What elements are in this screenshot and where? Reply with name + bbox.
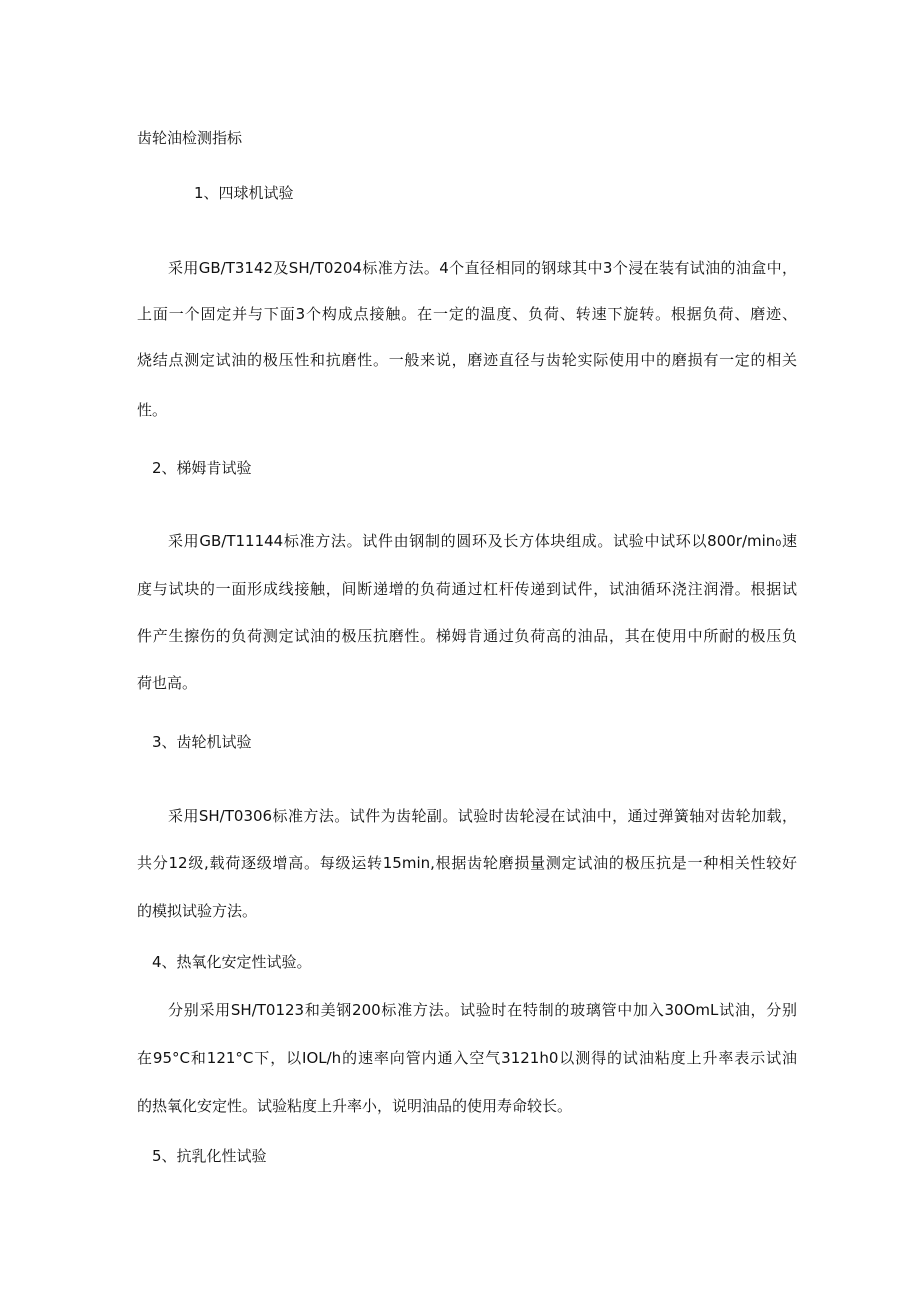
document-title: 齿轮油检测指标: [137, 129, 243, 147]
section-1-line-2: 上面一个固定并与下面3个构成点接触。在一定的温度、负荷、转速下旋转。根据负荷、磨迹、: [137, 305, 797, 323]
section-4-line-1: 分别采用SH/T0123和美钢200标准方法。试验时在特制的玻璃管中加入30OmL试油，分别: [168, 1001, 797, 1019]
section-2-line-4: 荷也高。: [137, 674, 198, 692]
section-heading-3: 3、齿轮机试验: [152, 733, 252, 751]
section-3-line-2: 共分12级,载荷逐级增高。每级运转15min,根据齿轮磨损量测定试油的极压抗是一种相关性较好: [137, 854, 797, 872]
section-heading-5: 5、抗乳化性试验: [152, 1147, 267, 1165]
section-1-line-4: 性。: [137, 401, 168, 419]
section-1-line-1: 采用GB/T3142及SH/T0204标准方法。4个直径相同的钢球其中3个浸在装有试油的油盒中，: [168, 259, 797, 277]
section-3-line-3: 的模拟试验方法。: [137, 902, 258, 920]
section-4-line-3: 的热氧化安定性。试验粘度上升率小，说明油品的使用寿命较长。: [137, 1097, 573, 1115]
section-1-line-3: 烧结点测定试油的极压性和抗磨性。一般来说，磨迹直径与齿轮实际使用中的磨损有一定的相关: [137, 351, 797, 369]
section-2-line-2: 度与试块的一面形成线接触，间断递增的负荷通过杠杆传递到试件，试油循环浇注润滑。根据试: [137, 580, 797, 598]
section-heading-4: 4、热氧化安定性试验。: [152, 953, 312, 971]
section-3-line-1: 采用SH/T0306标准方法。试件为齿轮副。试验时齿轮浸在试油中，通过弹簧轴对齿轮加载，: [168, 807, 797, 825]
section-4-line-2: 在95°C和121°C下，以IOL/h的速率向管内通入空气3121h0以测得的试油粘度上升率表示试油: [137, 1049, 797, 1067]
section-heading-2: 2、梯姆肯试验: [152, 459, 252, 477]
section-2-line-3: 件产生擦伤的负荷测定试油的极压抗磨性。梯姆肯通过负荷高的油品，其在使用中所耐的极压负: [137, 627, 797, 645]
section-2-line-1: 采用GB/T11144标准方法。试件由钢制的圆环及长方体块组成。试验中试环以800r/min₀速: [168, 532, 797, 550]
section-heading-1: 1、四球机试验: [194, 184, 294, 202]
